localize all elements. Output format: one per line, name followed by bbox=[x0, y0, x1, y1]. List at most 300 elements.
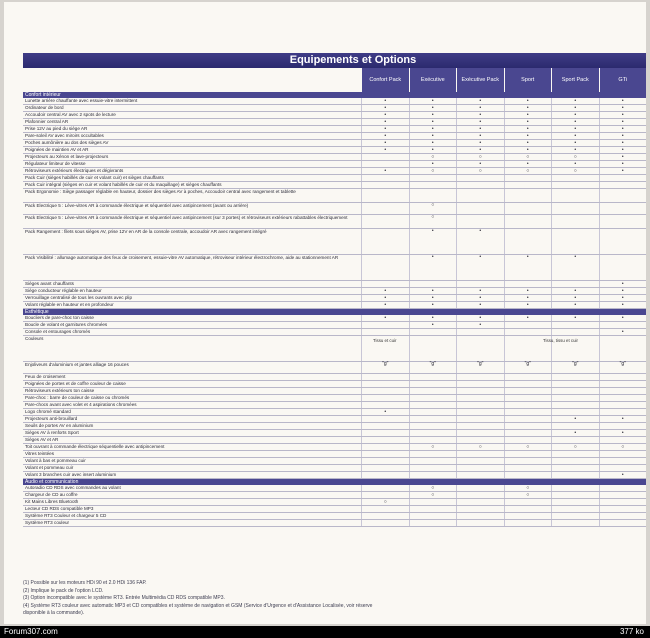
row-cells bbox=[361, 189, 646, 202]
table-cell bbox=[409, 161, 457, 167]
column-header: Exécutive bbox=[409, 68, 457, 92]
row-cells bbox=[361, 388, 646, 394]
row-cells bbox=[361, 255, 646, 280]
option-marker: ○ bbox=[431, 153, 435, 160]
table-cell bbox=[504, 513, 552, 519]
table-cell bbox=[456, 255, 504, 280]
table-row bbox=[23, 465, 646, 472]
table-cell bbox=[409, 472, 457, 478]
row-label: Lecteur CD RDS compatible MP3 bbox=[25, 506, 94, 511]
table-row bbox=[23, 329, 646, 336]
table-cell bbox=[599, 112, 647, 118]
standard-marker: • bbox=[479, 132, 482, 139]
table-row bbox=[23, 175, 646, 182]
standard-marker: • bbox=[479, 160, 482, 167]
standard-marker: • bbox=[431, 104, 434, 111]
table-row bbox=[23, 288, 646, 295]
table-cell bbox=[599, 485, 647, 491]
table-cell bbox=[409, 381, 457, 387]
standard-marker: • bbox=[479, 146, 482, 153]
table-cell bbox=[409, 133, 457, 139]
standard-marker: • bbox=[574, 146, 577, 153]
option-marker: ○ bbox=[526, 484, 530, 491]
footnote: (2) Implique le pack de l'option LCD. bbox=[23, 587, 104, 594]
row-label: Poignées de portes et de coffre couleur de caisse bbox=[25, 381, 126, 386]
table-cell bbox=[361, 444, 409, 450]
table-cell bbox=[551, 105, 599, 111]
row-cells bbox=[361, 203, 646, 214]
table-cell bbox=[504, 98, 552, 104]
row-cells bbox=[361, 295, 646, 301]
standard-marker: • bbox=[621, 104, 624, 111]
table-cell bbox=[504, 215, 552, 228]
table-cell bbox=[504, 168, 552, 174]
standard-marker: • bbox=[479, 314, 482, 321]
option-marker: ○ bbox=[526, 443, 530, 450]
standard-marker: • bbox=[621, 167, 624, 174]
table-cell bbox=[361, 409, 409, 415]
standard-marker: • bbox=[479, 228, 482, 234]
table-cell bbox=[456, 416, 504, 422]
row-label: Volant et pommeau cuir bbox=[25, 465, 74, 470]
table-cell bbox=[551, 329, 599, 335]
table-cell bbox=[504, 329, 552, 335]
table-cell bbox=[456, 423, 504, 429]
table-cell bbox=[551, 302, 599, 308]
table-cell bbox=[504, 147, 552, 153]
standard-marker: • bbox=[479, 321, 482, 328]
standard-marker: "g" bbox=[382, 361, 389, 367]
option-marker: ○ bbox=[573, 167, 577, 174]
standard-marker: • bbox=[574, 111, 577, 118]
table-cell bbox=[361, 98, 409, 104]
standard-marker: • bbox=[384, 314, 387, 321]
table-cell bbox=[599, 492, 647, 498]
table-row bbox=[23, 513, 646, 520]
table-row bbox=[23, 322, 646, 329]
standard-marker: • bbox=[431, 294, 434, 301]
row-cells bbox=[361, 458, 646, 464]
standard-marker: • bbox=[621, 125, 624, 132]
table-cell bbox=[551, 451, 599, 457]
table-cell bbox=[409, 430, 457, 436]
table-cell bbox=[551, 281, 599, 287]
table-cell bbox=[504, 295, 552, 301]
table-row bbox=[23, 374, 646, 381]
row-label: Siège conducteur réglable en hauteur bbox=[25, 288, 102, 293]
section-header: Esthétique bbox=[23, 309, 646, 315]
table-cell bbox=[361, 472, 409, 478]
standard-marker: • bbox=[621, 139, 624, 146]
standard-marker: • bbox=[621, 294, 624, 301]
table-cell bbox=[599, 409, 647, 415]
table-cell bbox=[599, 229, 647, 254]
table-cell bbox=[361, 203, 409, 214]
table-cell bbox=[551, 189, 599, 202]
row-label: Autoradio CD RDS avec commandes au volant bbox=[25, 485, 121, 490]
table-cell bbox=[409, 168, 457, 174]
row-label: Régulateur limiteur de vitesse bbox=[25, 161, 86, 166]
table-cell bbox=[599, 255, 647, 280]
standard-marker: • bbox=[526, 314, 529, 321]
row-cells bbox=[361, 147, 646, 153]
row-label: Seuils de portes AV en aluminium bbox=[25, 423, 94, 428]
table-cell bbox=[361, 255, 409, 280]
option-marker: ○ bbox=[573, 443, 577, 450]
standard-marker: • bbox=[431, 125, 434, 132]
option-marker: ○ bbox=[431, 214, 435, 220]
standard-marker: • bbox=[526, 118, 529, 125]
row-cells bbox=[361, 506, 646, 512]
table-cell bbox=[504, 105, 552, 111]
table-cell bbox=[361, 465, 409, 471]
table-cell bbox=[551, 465, 599, 471]
table-cell bbox=[599, 203, 647, 214]
table-cell bbox=[409, 492, 457, 498]
table-cell bbox=[551, 499, 599, 505]
table-cell bbox=[599, 288, 647, 294]
title-band bbox=[23, 53, 646, 68]
table-cell bbox=[361, 402, 409, 408]
table-cell bbox=[409, 281, 457, 287]
table-row bbox=[23, 182, 646, 189]
table-cell bbox=[361, 416, 409, 422]
table-cell bbox=[599, 472, 647, 478]
table-row bbox=[23, 112, 646, 119]
standard-marker: • bbox=[574, 294, 577, 301]
row-cells bbox=[361, 322, 646, 328]
table-cell bbox=[504, 472, 552, 478]
table-cell bbox=[361, 506, 409, 512]
row-label: Ordinateur de bord bbox=[25, 105, 64, 110]
row-label: Sièges avant chauffants bbox=[25, 281, 74, 286]
table-cell bbox=[456, 229, 504, 254]
standard-marker: • bbox=[526, 132, 529, 139]
row-label: Toit ouvrant à commande électrique séquentielle avec antipincement bbox=[25, 444, 165, 449]
option-marker: ○ bbox=[431, 484, 435, 491]
row-cells bbox=[361, 336, 646, 361]
column-headers bbox=[361, 68, 646, 92]
standard-marker: • bbox=[574, 415, 577, 422]
table-cell bbox=[599, 154, 647, 160]
table-cell bbox=[361, 492, 409, 498]
table-cell bbox=[504, 499, 552, 505]
row-label: Pack Visibilité : allumage automatique des feux de croisement, essuie-vitre AV automatique, rétroviseur intérieur électrochrome, aide au stationnement AR bbox=[25, 255, 339, 260]
table-row bbox=[23, 161, 646, 168]
row-label: Pack Electrique 5 : Lève-vitres AR à commande électrique et séquentiel avec antipincement (avant ou arrière) bbox=[25, 203, 249, 208]
table-cell bbox=[456, 374, 504, 380]
standard-marker: "g" bbox=[524, 361, 531, 367]
table-cell bbox=[504, 465, 552, 471]
standard-marker: • bbox=[431, 254, 434, 260]
table-row bbox=[23, 98, 646, 105]
table-cell bbox=[599, 182, 647, 188]
table-cell bbox=[551, 444, 599, 450]
option-marker: ○ bbox=[526, 167, 530, 174]
table-row bbox=[23, 133, 646, 140]
standard-marker: • bbox=[431, 111, 434, 118]
option-marker: ○ bbox=[573, 153, 577, 160]
row-cells bbox=[361, 520, 646, 526]
row-label: Projecteurs au Xénon et lave-projecteurs bbox=[25, 154, 109, 159]
table-cell bbox=[409, 182, 457, 188]
table-cell bbox=[409, 388, 457, 394]
table-cell bbox=[504, 492, 552, 498]
table-row bbox=[23, 416, 646, 423]
standard-marker: • bbox=[621, 280, 624, 287]
table-cell bbox=[409, 302, 457, 308]
row-label: Poignées de maintien AV et AR bbox=[25, 147, 89, 152]
table-row bbox=[23, 492, 646, 499]
table-cell bbox=[361, 520, 409, 526]
table-cell bbox=[504, 458, 552, 464]
table-cell bbox=[409, 215, 457, 228]
table-row bbox=[23, 430, 646, 437]
footnote: disponible à la commande). bbox=[23, 610, 85, 616]
table-cell bbox=[504, 520, 552, 526]
table-cell bbox=[409, 329, 457, 335]
table-cell bbox=[456, 154, 504, 160]
table-cell bbox=[599, 315, 647, 321]
equipment-table bbox=[23, 92, 646, 575]
table-cell bbox=[551, 140, 599, 146]
standard-marker: • bbox=[574, 254, 577, 260]
table-cell bbox=[456, 465, 504, 471]
table-cell bbox=[456, 458, 504, 464]
standard-marker: • bbox=[479, 97, 482, 104]
standard-marker: • bbox=[431, 314, 434, 321]
table-cell bbox=[456, 329, 504, 335]
table-cell bbox=[504, 154, 552, 160]
table-cell bbox=[504, 182, 552, 188]
row-label: Pack Ergonomie : Siège passager réglable en hauteur, dossier des sièges AV à poches, Accoudoir central avec rangement et tablette bbox=[25, 189, 296, 194]
row-cells bbox=[361, 437, 646, 443]
table-cell bbox=[361, 451, 409, 457]
table-cell bbox=[551, 513, 599, 519]
table-cell bbox=[409, 175, 457, 181]
table-cell bbox=[504, 416, 552, 422]
table-cell bbox=[599, 451, 647, 457]
standard-marker: • bbox=[574, 287, 577, 294]
table-cell bbox=[409, 322, 457, 328]
column-header: Sport bbox=[504, 68, 552, 92]
table-cell bbox=[504, 402, 552, 408]
option-marker: ○ bbox=[431, 443, 435, 450]
table-cell bbox=[504, 315, 552, 321]
table-cell bbox=[456, 472, 504, 478]
row-cells bbox=[361, 215, 646, 228]
table-cell bbox=[599, 388, 647, 394]
table-cell bbox=[599, 98, 647, 104]
standard-marker: • bbox=[479, 254, 482, 260]
cell-note: Tissu, tissu et cuir bbox=[543, 338, 578, 343]
table-cell bbox=[456, 288, 504, 294]
table-cell bbox=[456, 506, 504, 512]
row-label: Enjoliveurs d'aluminium et jantes alliage 16 pouces bbox=[25, 362, 129, 367]
standard-marker: • bbox=[574, 429, 577, 436]
standard-marker: • bbox=[384, 139, 387, 146]
table-cell bbox=[504, 203, 552, 214]
standard-marker: • bbox=[431, 228, 434, 234]
row-label: Volant réglable en hauteur et en profondeur bbox=[25, 302, 114, 307]
table-cell bbox=[361, 105, 409, 111]
page-title: Equipements et Options bbox=[289, 54, 417, 66]
row-label: Pack Cuir (sièges habillés de cuir et volant cuir) et sièges chauffants bbox=[25, 175, 164, 180]
table-cell bbox=[456, 147, 504, 153]
table-cell bbox=[456, 499, 504, 505]
table-row bbox=[23, 140, 646, 147]
table-cell bbox=[599, 281, 647, 287]
table-cell bbox=[456, 133, 504, 139]
row-cells bbox=[361, 374, 646, 380]
option-marker: ○ bbox=[478, 167, 482, 174]
standard-marker: • bbox=[526, 104, 529, 111]
table-cell bbox=[504, 112, 552, 118]
standard-marker: • bbox=[621, 301, 624, 308]
row-cells bbox=[361, 315, 646, 321]
standard-marker: • bbox=[621, 328, 624, 335]
standard-marker: • bbox=[431, 118, 434, 125]
standard-marker: • bbox=[621, 471, 624, 478]
row-label: Poches aumônière au dos des sièges AV bbox=[25, 140, 109, 145]
row-label: Lunette arrière chauffante avec essuie-vitre intermittent bbox=[25, 98, 138, 103]
table-cell bbox=[456, 520, 504, 526]
table-cell bbox=[361, 147, 409, 153]
table-cell bbox=[599, 513, 647, 519]
footnote: (3) Option incompatible avec le système RT3. Entrée Multimédia CD RDS compatible MP3. bbox=[23, 595, 225, 601]
table-cell bbox=[599, 105, 647, 111]
table-cell bbox=[599, 416, 647, 422]
standard-marker: "g" bbox=[429, 361, 436, 367]
row-cells bbox=[361, 119, 646, 125]
table-row bbox=[23, 203, 646, 215]
table-cell bbox=[409, 374, 457, 380]
table-cell bbox=[504, 133, 552, 139]
option-marker: ○ bbox=[526, 491, 530, 498]
standard-marker: • bbox=[574, 125, 577, 132]
standard-marker: • bbox=[526, 301, 529, 308]
standard-marker: • bbox=[526, 294, 529, 301]
table-cell bbox=[504, 161, 552, 167]
standard-marker: • bbox=[574, 160, 577, 167]
table-cell bbox=[599, 322, 647, 328]
footnote: (1) Possible sur les moteurs HDi 90 et 2.0 HDi 136 FAP. bbox=[23, 580, 147, 586]
standard-marker: • bbox=[384, 146, 387, 153]
standard-marker: • bbox=[431, 321, 434, 328]
standard-marker: • bbox=[384, 125, 387, 132]
table-cell bbox=[456, 215, 504, 228]
row-cells bbox=[361, 175, 646, 181]
row-label: Pare-chocs avant avec volet et 4 aspirations chromées bbox=[25, 402, 137, 407]
table-cell bbox=[409, 402, 457, 408]
row-label: Pack Rangement : filets sous sièges AV, prise 12V en AR de la console centrale, accoudoir AR avec rangement intégré bbox=[25, 229, 267, 234]
row-label: Couleurs bbox=[25, 336, 44, 341]
standard-marker: • bbox=[574, 139, 577, 146]
table-cell bbox=[504, 506, 552, 512]
row-label: Boucle de volant et garnitures chromées bbox=[25, 322, 108, 327]
table-cell bbox=[551, 255, 599, 280]
table-cell bbox=[551, 168, 599, 174]
table-cell bbox=[599, 189, 647, 202]
table-cell bbox=[409, 119, 457, 125]
table-cell bbox=[504, 381, 552, 387]
column-header: Confort Pack bbox=[361, 68, 409, 92]
standard-marker: • bbox=[384, 287, 387, 294]
table-cell bbox=[504, 409, 552, 415]
row-label: Volant à bas et pommeau cuir bbox=[25, 458, 86, 463]
table-cell bbox=[551, 409, 599, 415]
table-cell bbox=[456, 444, 504, 450]
table-cell bbox=[456, 98, 504, 104]
standard-marker: • bbox=[574, 301, 577, 308]
table-cell bbox=[504, 485, 552, 491]
table-row bbox=[23, 423, 646, 430]
row-label: Pare-choc : barre de couleur de caisse ou chromés bbox=[25, 395, 130, 400]
table-cell bbox=[551, 229, 599, 254]
standard-marker: "g" bbox=[477, 361, 484, 367]
row-cells bbox=[361, 140, 646, 146]
table-cell bbox=[409, 315, 457, 321]
table-cell bbox=[409, 154, 457, 160]
table-cell bbox=[456, 513, 504, 519]
table-cell bbox=[361, 499, 409, 505]
table-cell bbox=[599, 430, 647, 436]
standard-marker: "g" bbox=[572, 361, 579, 367]
row-label: Rétroviseurs extérieurs ton caisse bbox=[25, 388, 95, 393]
row-label: Pack Electrique 5 : Lève-vitres AR à commande électrique et séquentiel avec antipincement (sur 3 portes) et rétroviseurs extérieurs rabattables électriquement bbox=[25, 215, 348, 220]
row-label: Accoudoir central AV avec 2 spots de lecture bbox=[25, 112, 116, 117]
column-header: Sport Pack bbox=[551, 68, 599, 92]
table-cell bbox=[456, 175, 504, 181]
table-cell bbox=[456, 381, 504, 387]
table-cell bbox=[504, 395, 552, 401]
table-cell bbox=[456, 388, 504, 394]
table-cell bbox=[409, 126, 457, 132]
table-cell bbox=[409, 409, 457, 415]
table-cell bbox=[551, 147, 599, 153]
row-cells bbox=[361, 451, 646, 457]
table-cell bbox=[456, 161, 504, 167]
table-cell bbox=[551, 485, 599, 491]
table-cell bbox=[456, 430, 504, 436]
row-cells bbox=[361, 513, 646, 519]
table-row bbox=[23, 154, 646, 161]
table-cell bbox=[456, 189, 504, 202]
table-cell bbox=[409, 229, 457, 254]
row-label: Pack Cuir intégral (sièges en cuir et volant habillés de cuir et du maquillage) et sièges chauffants bbox=[25, 182, 222, 187]
standard-marker: • bbox=[621, 118, 624, 125]
table-row bbox=[23, 362, 646, 374]
row-cells bbox=[361, 98, 646, 104]
standard-marker: • bbox=[384, 167, 387, 174]
table-cell bbox=[409, 395, 457, 401]
table-cell bbox=[551, 133, 599, 139]
option-marker: ○ bbox=[431, 202, 435, 208]
table-cell bbox=[456, 105, 504, 111]
standard-marker: "g" bbox=[619, 361, 626, 367]
table-cell bbox=[551, 126, 599, 132]
table-cell bbox=[361, 133, 409, 139]
row-label: Chargeur de CD au coffre bbox=[25, 492, 78, 497]
row-cells bbox=[361, 465, 646, 471]
table-cell bbox=[551, 362, 599, 373]
table-cell bbox=[361, 175, 409, 181]
table-cell bbox=[551, 374, 599, 380]
table-cell bbox=[409, 295, 457, 301]
section-header: Audio et communication bbox=[23, 479, 646, 485]
table-cell bbox=[504, 423, 552, 429]
table-cell bbox=[599, 374, 647, 380]
